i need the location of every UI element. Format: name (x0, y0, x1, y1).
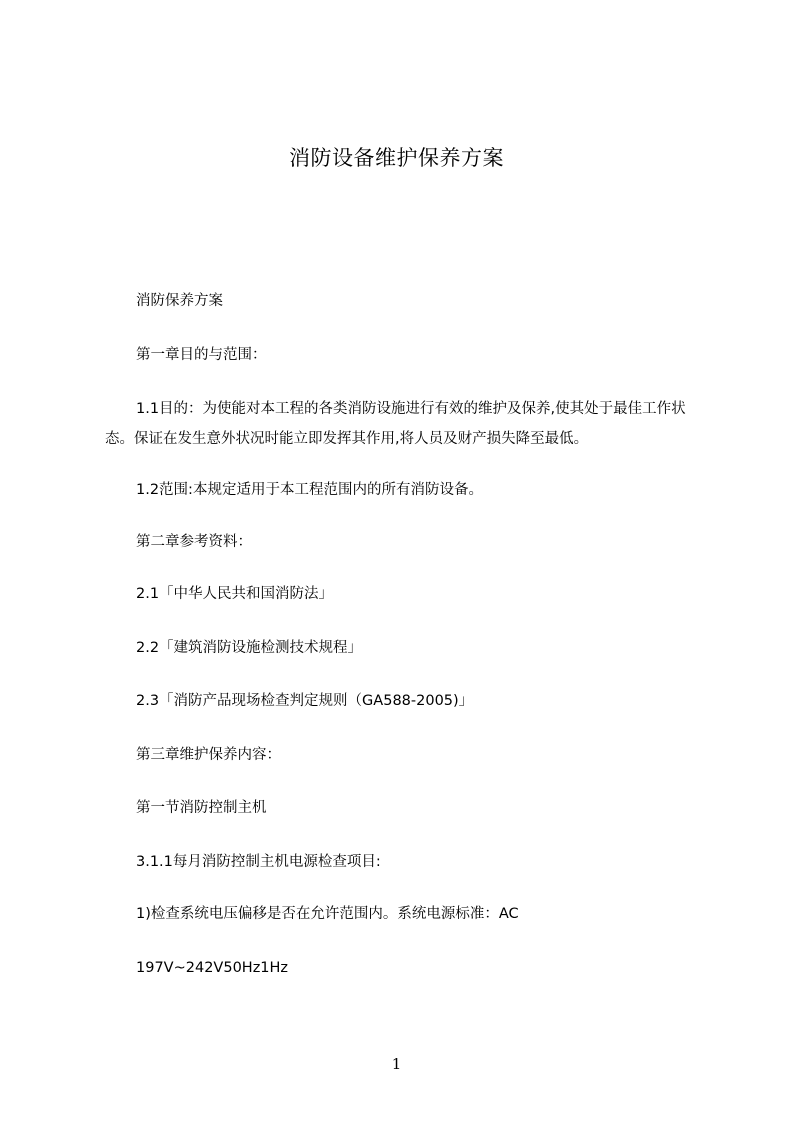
paragraph-1-1-purpose: 1.1目的：为使能对本工程的各类消防设施进行有效的维护及保养,使其处于最佳工作状态。保证在发生意外状况时能立即发挥其作用,将人员及财产损失降至最低。 (105, 401, 686, 447)
chapter-1-heading: 第一章目的与范围： (136, 347, 267, 363)
voltage-standard: 197V~242V50Hz1Hz (136, 960, 289, 976)
section-1-heading: 第一节消防控制主机 (136, 800, 267, 816)
reference-2-3: 2.3「消防产品现场检查判定规则（GA588-2005)」 (136, 693, 474, 709)
paragraph-1-2-scope: 1.2范围:本规定适用于本工程范围内的所有消防设备。 (136, 482, 483, 498)
document-title: 消防设备维护保养方案 (289, 146, 504, 170)
check-item-1: 1)检查系统电压偏移是否在允许范围内。系统电源标准：AC (136, 906, 519, 922)
page-number: 1 (391, 1055, 402, 1073)
chapter-3-heading: 第三章维护保养内容： (136, 747, 281, 763)
reference-2-1: 2.1「中华人民共和国消防法」 (136, 586, 334, 602)
chapter-2-heading: 第二章参考资料： (136, 534, 252, 550)
item-3-1-1: 3.1.1每月消防控制主机电源检查项目: (136, 854, 381, 870)
paragraph-heading-plan: 消防保养方案 (136, 293, 223, 309)
reference-2-2: 2.2「建筑消防设施检测技术规程」 (136, 640, 363, 656)
